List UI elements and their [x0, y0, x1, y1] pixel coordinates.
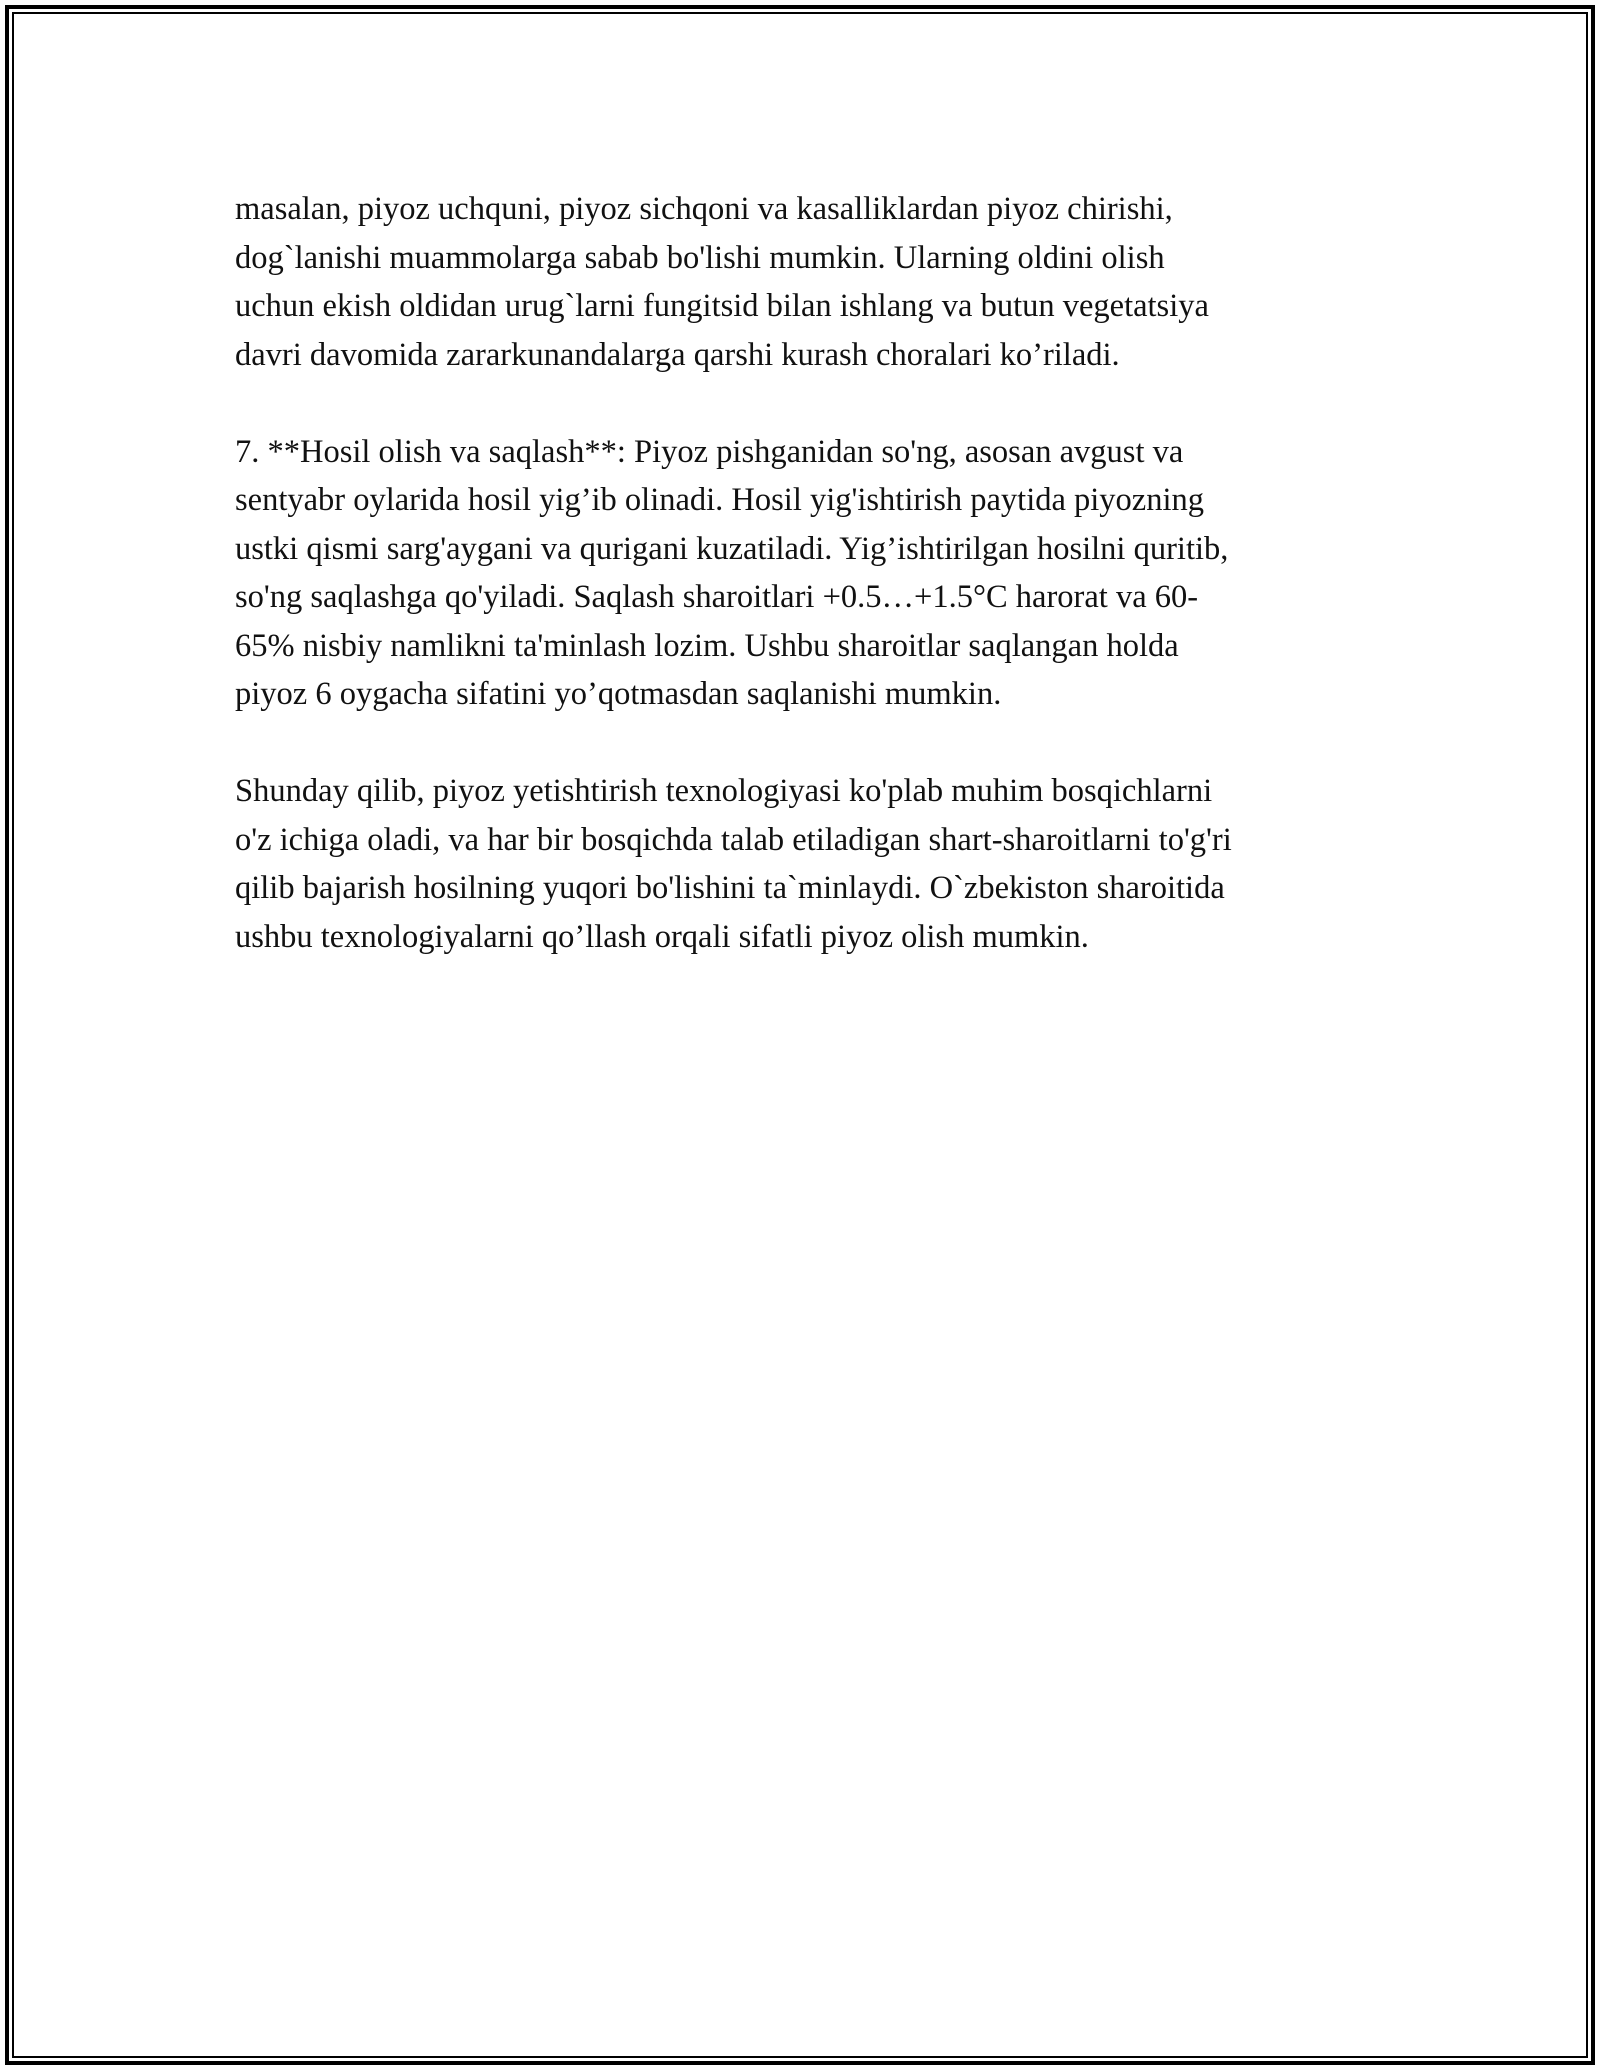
- text-line: piyoz 6 oygacha sifatini yo’qotmasdan saqlanishi mumkin.: [235, 676, 1002, 712]
- text-line: ustki qismi sarg'aygani va qurigani kuzatiladi. Yig’ishtirilgan hosilni quritib,: [235, 530, 1229, 567]
- text-line: 65% nisbiy namlikni ta'minlash lozim. Ushbu sharoitlar saqlangan holda: [235, 627, 1179, 664]
- text-line: sentyabr oylarida hosil yig’ib olinadi. Hosil yig'ishtirish paytida piyozning: [235, 482, 1205, 518]
- text-line: davri davomida zararkunandalarga qarshi kurash choralari ko’riladi.: [235, 336, 1120, 373]
- paragraph-harvest-storage: [235, 428, 1405, 719]
- text-line: so'ng saqlashga qo'yiladi. Saqlash sharoitlari +0.5…+1.5°C harorat va 60-: [235, 579, 1199, 615]
- paragraph-conclusion: [235, 767, 1405, 961]
- document-body: [235, 185, 1405, 1010]
- paragraph-pest-control: [235, 185, 1405, 379]
- text-line: 7. **Hosil olish va saqlash**: Piyoz pishganidan so'ng, asosan avgust va: [235, 433, 1184, 470]
- text-line: ushbu texnologiyalarni qo’llash orqali sifatli piyoz olish mumkin.: [235, 918, 1089, 955]
- text-line: o'z ichiga oladi, va har bir bosqichda talab etiladigan shart-sharoitlarni to'g'ri: [235, 821, 1232, 858]
- text-line: dog`lanishi muammolarga sabab bo'lishi mumkin. Ularning oldini olish: [235, 239, 1165, 276]
- text-line: uchun ekish oldidan urug`larni fungitsid bilan ishlang va butun vegetatsiya: [235, 288, 1209, 324]
- text-line: masalan, piyoz uchquni, piyoz sichqoni va kasalliklardan piyoz chirishi,: [235, 191, 1173, 227]
- text-line: qilib bajarish hosilning yuqori bo'lishini ta`minlaydi. O`zbekiston sharoitida: [235, 870, 1225, 906]
- text-line: Shunday qilib, piyoz yetishtirish texnologiyasi ko'plab muhim bosqichlarni: [235, 773, 1213, 809]
